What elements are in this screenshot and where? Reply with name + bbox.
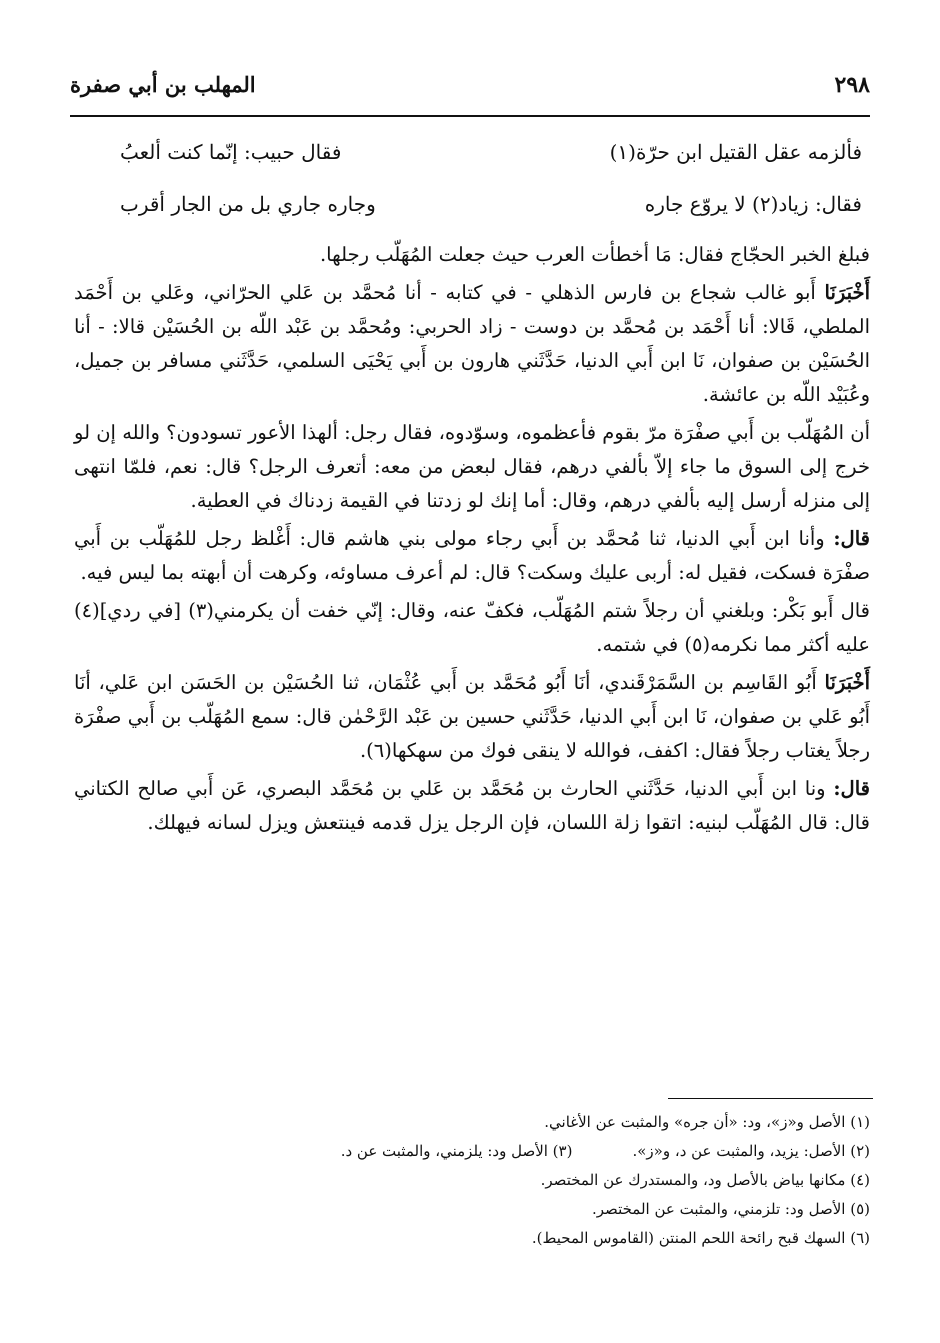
paragraph-text: فبلغ الخبر الحجّاج فقال: مَا أخطأت العرب حيث جعلت المُهَلّب رجلها. bbox=[319, 243, 870, 266]
footnote-2: (٢) الأصل: يزيد، والمثبت عن د، و«ز». bbox=[632, 1142, 870, 1160]
paragraph bbox=[74, 238, 870, 272]
paragraph-lead: أَخْبَرَنَا bbox=[824, 281, 870, 304]
footnote-4: (٤) مكانها بياض بالأصل ود، والمستدرك عن المختصر. bbox=[540, 1171, 870, 1189]
verse-1-hemistich-1: فألزمه عقل القتيل ابن حرّة(١) bbox=[609, 140, 862, 164]
paragraph-text: ونا ابن أَبي الدنيا، حَدَّثَني الحارث بن مُحَمَّد بن عَلي بن مُحَمَّد البصري، عَن أَبي صالح الكتاني قال: قال المُهَلّب لبنيه: اتقوا زلة اللسان، فإن الرجل يزل قدمه فينتعش ويزل لسانه فيهلك. bbox=[74, 777, 870, 834]
paragraph-text: وأنا ابن أَبي الدنيا، ثنا مُحمَّد بن أَبي رجاء مولى بني هاشم قال: أَغْلظ رجل للمُهَلّب بن أَبي صفْرَة فسكت، فقيل له: أربى عليك وسكت؟ قال: لم أعرف مساوئه، وكرهت أن أبهته بما ليس فيه. bbox=[74, 527, 870, 584]
paragraph bbox=[74, 772, 870, 840]
header-rule bbox=[70, 115, 870, 117]
main-text bbox=[74, 238, 870, 844]
footnote-rule bbox=[668, 1098, 873, 1099]
paragraph-text: أَبو غالب شجاع بن فارس الذهلي - في كتابه - أنا مُحمَّد بن عَلي الحرّاني، وعَلي بن أَحْمَد الملطي، قَالا: أنا أَحْمَد بن مُحمَّد بن دوست - زاد الحربي: ومُحمَّد بن عَبْد اللّه بن الحُسَيْن قالا: - أنا الحُسَيْن بن صفوان، نَا ابن أَبي الدنيا، حَدَّثَني هارون بن أَبي يَحْيَى السلمي، حَدَّثَني مسافر بن جميل، وعُبَيْد اللّه بن عائشة. bbox=[74, 281, 870, 406]
verse-2-hemistich-1: فقال: زياد(٢) لا يروّع جاره bbox=[644, 192, 862, 216]
running-title: المهلب بن أبي صفرة bbox=[70, 72, 256, 97]
page-header bbox=[70, 70, 870, 110]
footnote-6: (٦) السهك قبح رائحة اللحم المنتن (القاموس المحيط). bbox=[531, 1229, 870, 1247]
verse-1-hemistich-2: فقال حبيب: إنّما كنت ألعبُ bbox=[120, 140, 342, 164]
footnote-1: (١) الأصل و«ز»، ود: «أن جره» والمثبت عن الأغاني. bbox=[544, 1113, 870, 1131]
footnote-3: (٣) الأصل ود: يلزمني، والمثبت عن د. bbox=[340, 1142, 573, 1160]
footnote-5: (٥) الأصل ود: تلزمني، والمثبت عن المختصر. bbox=[592, 1200, 870, 1218]
paragraph bbox=[74, 594, 870, 662]
page-number: ٢٩٨ bbox=[834, 72, 870, 98]
footnote-row-2-3 bbox=[74, 1137, 870, 1166]
verse-2-hemistich-2: وجاره جاري بل من الجار أقرب bbox=[120, 192, 376, 216]
footnotes bbox=[74, 1108, 870, 1253]
paragraph-lead: قال: bbox=[833, 527, 870, 550]
paragraph bbox=[74, 276, 870, 412]
paragraph-text: قال أَبو بَكْر: وبلغني أن رجلاً شتم المُهَلّب، فكفّ عنه، وقال: إنّي خفت أن يكرمني(٣) [في ردي](٤) عليه أكثر مما نكرمه(٥) في شتمه. bbox=[74, 599, 870, 656]
paragraph bbox=[74, 416, 870, 518]
paragraph-text: أن المُهَلّب بن أَبي صفْرَة مرّ بقوم فأعظموه، وسوّدوه، فقال رجل: ألهذا الأعور تسودون؟ والله إن لو خرج إلى السوق ما جاء إلاّ بألفي درهم، فقال لبعض من معه: أتعرف الرجل؟ قال: نعم، فلمّا انتهى إلى منزله أرسل إليه بألفي درهم، وقال: أما إنك لو زدتنا في القيمة زدناك في العطية. bbox=[74, 421, 870, 512]
paragraph-lead: أَخْبَرَنَا bbox=[824, 671, 870, 694]
paragraph-text: أَبُو القَاسِم بن السَّمَرْقَندي، أنَا أَبُو مُحَمَّد بن أَبي عُثْمَان، ثنا الحُسَيْن بن الحَسَن ابن عَلي، أنَا أَبُو عَلي بن صفوان، نَا ابن أَبي الدنيا، حَدَّثَني حسين بن عَبْد الرَّحْمٰن قال: سمع المُهَلّب بن أَبي صفْرَة رجلاً يغتاب رجلاً فقال: اكفف، فوالله لا ينقى فوك من سهكها(٦). bbox=[74, 671, 870, 762]
paragraph-lead: قال: bbox=[833, 777, 870, 800]
paragraph bbox=[74, 666, 870, 768]
paragraph bbox=[74, 522, 870, 590]
